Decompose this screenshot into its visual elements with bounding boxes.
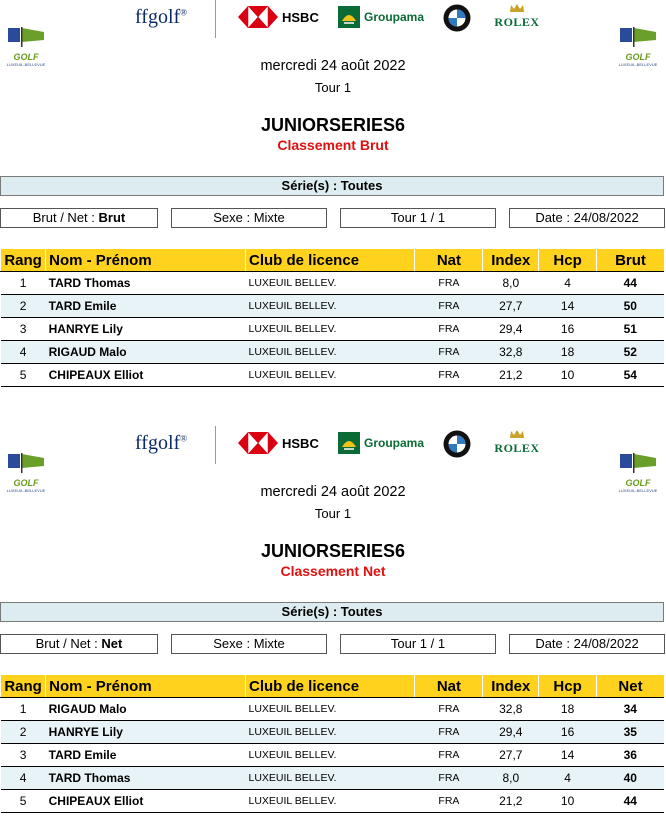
cell-col-nom-prenom: TARD Thomas bbox=[46, 272, 246, 295]
crown-icon bbox=[509, 3, 525, 13]
table-header-row bbox=[1, 249, 665, 272]
header-col-rang: Rang bbox=[1, 675, 46, 698]
groupama-logo: Groupama bbox=[338, 6, 424, 28]
cell-col-hcp: 10 bbox=[539, 790, 597, 813]
ffgolf-logo: ffgolf® bbox=[135, 6, 188, 28]
cell-col-nat: FRA bbox=[415, 272, 483, 295]
cell-col-nom-prenom: CHIPEAUX Elliot bbox=[46, 790, 246, 813]
competition-title: JUNIORSERIES6 bbox=[260, 115, 406, 135]
cell-col-score: 35 bbox=[597, 721, 665, 744]
golf-flag-icon bbox=[6, 452, 46, 474]
cell-col-hcp: 16 bbox=[539, 721, 597, 744]
header-col-nom-prenom: Nom - Prénom bbox=[46, 675, 246, 698]
cell-col-club: LUXEUIL BELLEV. bbox=[246, 341, 415, 364]
golf-flag-icon bbox=[618, 452, 658, 474]
competition-title: JUNIORSERIES6 bbox=[260, 541, 406, 561]
cell-col-nat: FRA bbox=[415, 744, 483, 767]
cell-col-hcp: 4 bbox=[539, 272, 597, 295]
header-col-club: Club de licence bbox=[246, 249, 415, 272]
cell-col-nom-prenom: RIGAUD Malo bbox=[46, 698, 246, 721]
cell-col-nom-prenom: HANRYE Lily bbox=[46, 721, 246, 744]
cell-col-hcp: 14 bbox=[539, 744, 597, 767]
cell-col-hcp: 16 bbox=[539, 318, 597, 341]
header-col-score: Net bbox=[597, 675, 665, 698]
cell-col-nat: FRA bbox=[415, 364, 483, 387]
header-col-index: Index bbox=[483, 249, 539, 272]
club-logo-text: GOLF bbox=[625, 478, 651, 488]
golf-flag-icon bbox=[6, 26, 46, 48]
cell-col-club: LUXEUIL BELLEV. bbox=[246, 744, 415, 767]
cell-col-rang: 5 bbox=[1, 364, 46, 387]
table-row bbox=[1, 698, 665, 721]
cell-col-club: LUXEUIL BELLEV. bbox=[246, 272, 415, 295]
results-section bbox=[0, 426, 666, 840]
table-row bbox=[1, 790, 665, 813]
cell-col-nat: FRA bbox=[415, 698, 483, 721]
ffgolf-logo: ffgolf® bbox=[135, 432, 188, 454]
header-col-club: Club de licence bbox=[246, 675, 415, 698]
cell-col-rang: 3 bbox=[1, 318, 46, 341]
bmw-logo bbox=[443, 4, 471, 37]
cell-col-rang: 1 bbox=[1, 698, 46, 721]
tour-filter: Tour 1 / 1 bbox=[340, 208, 496, 228]
cell-col-rang: 4 bbox=[1, 767, 46, 790]
cell-col-index: 29,4 bbox=[483, 318, 539, 341]
serie-bar: Série(s) : Toutes bbox=[0, 176, 664, 196]
cell-col-score: 34 bbox=[597, 698, 665, 721]
cell-col-rang: 1 bbox=[1, 272, 46, 295]
cell-col-nat: FRA bbox=[415, 767, 483, 790]
rolex-logo: ROLEX bbox=[494, 428, 540, 456]
cell-col-rang: 2 bbox=[1, 721, 46, 744]
cell-col-hcp: 18 bbox=[539, 341, 597, 364]
ranking-type: Classement Net bbox=[280, 563, 386, 579]
hsbc-hexagon-icon bbox=[238, 432, 278, 454]
cell-col-score: 36 bbox=[597, 744, 665, 767]
cell-col-club: LUXEUIL BELLEV. bbox=[246, 698, 415, 721]
sponsor-divider bbox=[215, 426, 216, 464]
cell-col-club: LUXEUIL BELLEV. bbox=[246, 364, 415, 387]
groupama-logo: Groupama bbox=[338, 432, 424, 454]
cell-col-index: 8,0 bbox=[483, 272, 539, 295]
cell-col-nom-prenom: CHIPEAUX Elliot bbox=[46, 364, 246, 387]
cell-col-hcp: 14 bbox=[539, 295, 597, 318]
round-label: Tour 1 bbox=[314, 80, 352, 95]
cell-col-nat: FRA bbox=[415, 341, 483, 364]
table-body bbox=[1, 698, 665, 813]
cell-col-nat: FRA bbox=[415, 721, 483, 744]
cell-col-score: 50 bbox=[597, 295, 665, 318]
hsbc-logo: HSBC bbox=[238, 432, 319, 454]
cell-col-club: LUXEUIL BELLEV. bbox=[246, 790, 415, 813]
club-logo-subtext: LUXEUIL-BELLEVUE bbox=[618, 62, 658, 67]
cell-col-nat: FRA bbox=[415, 790, 483, 813]
serie-bar: Série(s) : Toutes bbox=[0, 602, 664, 622]
cell-col-score: 51 bbox=[597, 318, 665, 341]
date-filter: Date : 24/08/2022 bbox=[509, 208, 665, 228]
cell-col-score: 40 bbox=[597, 767, 665, 790]
table-row bbox=[1, 318, 665, 341]
club-logo-subtext: LUXEUIL-BELLEVUE bbox=[6, 62, 46, 67]
header-col-index: Index bbox=[483, 675, 539, 698]
table-body bbox=[1, 272, 665, 387]
club-logo-text: GOLF bbox=[625, 52, 651, 62]
table-row bbox=[1, 295, 665, 318]
event-date: mercredi 24 août 2022 bbox=[260, 58, 406, 74]
brut-net-filter: Brut / Net : Brut bbox=[0, 208, 158, 228]
cell-col-rang: 5 bbox=[1, 790, 46, 813]
club-logo-subtext: LUXEUIL-BELLEVUE bbox=[6, 488, 46, 493]
cell-col-index: 32,8 bbox=[483, 341, 539, 364]
cell-col-index: 21,2 bbox=[483, 790, 539, 813]
cell-col-index: 21,2 bbox=[483, 364, 539, 387]
rolex-logo: ROLEX bbox=[494, 2, 540, 30]
cell-col-nom-prenom: TARD Emile bbox=[46, 744, 246, 767]
round-label: Tour 1 bbox=[314, 506, 352, 521]
cell-col-index: 27,7 bbox=[483, 295, 539, 318]
header-col-nat: Nat bbox=[415, 675, 483, 698]
golf-flag-icon bbox=[618, 26, 658, 48]
sexe-filter: Sexe : Mixte bbox=[171, 634, 327, 654]
table-row bbox=[1, 721, 665, 744]
cell-col-rang: 4 bbox=[1, 341, 46, 364]
bmw-roundel-icon bbox=[443, 430, 471, 458]
cell-col-club: LUXEUIL BELLEV. bbox=[246, 295, 415, 318]
cell-col-rang: 3 bbox=[1, 744, 46, 767]
cell-col-index: 27,7 bbox=[483, 744, 539, 767]
club-logo-subtext: LUXEUIL-BELLEVUE bbox=[618, 488, 658, 493]
header-col-nat: Nat bbox=[415, 249, 483, 272]
cell-col-score: 54 bbox=[597, 364, 665, 387]
table-row bbox=[1, 744, 665, 767]
table-row bbox=[1, 767, 665, 790]
table-header-row bbox=[1, 675, 665, 698]
cell-col-index: 32,8 bbox=[483, 698, 539, 721]
cell-col-club: LUXEUIL BELLEV. bbox=[246, 721, 415, 744]
table-row bbox=[1, 341, 665, 364]
bmw-logo bbox=[443, 430, 471, 463]
header-col-hcp: Hcp bbox=[539, 249, 597, 272]
cell-col-club: LUXEUIL BELLEV. bbox=[246, 767, 415, 790]
cell-col-index: 8,0 bbox=[483, 767, 539, 790]
cell-col-hcp: 10 bbox=[539, 364, 597, 387]
cell-col-rang: 2 bbox=[1, 295, 46, 318]
bmw-roundel-icon bbox=[443, 4, 471, 32]
date-filter: Date : 24/08/2022 bbox=[509, 634, 665, 654]
hsbc-hexagon-icon bbox=[238, 6, 278, 28]
header-col-hcp: Hcp bbox=[539, 675, 597, 698]
ranking-type: Classement Brut bbox=[277, 137, 389, 153]
cell-col-hcp: 4 bbox=[539, 767, 597, 790]
cell-col-hcp: 18 bbox=[539, 698, 597, 721]
cell-col-nom-prenom: TARD Emile bbox=[46, 295, 246, 318]
cell-col-nom-prenom: TARD Thomas bbox=[46, 767, 246, 790]
header-col-score: Brut bbox=[597, 249, 665, 272]
cell-col-nat: FRA bbox=[415, 295, 483, 318]
tour-filter: Tour 1 / 1 bbox=[340, 634, 496, 654]
header-col-nom-prenom: Nom - Prénom bbox=[46, 249, 246, 272]
brut-net-filter: Brut / Net : Net bbox=[0, 634, 158, 654]
cell-col-club: LUXEUIL BELLEV. bbox=[246, 318, 415, 341]
groupama-leaf-icon bbox=[338, 432, 360, 454]
cell-col-index: 29,4 bbox=[483, 721, 539, 744]
sexe-filter: Sexe : Mixte bbox=[171, 208, 327, 228]
sponsor-divider bbox=[215, 0, 216, 38]
cell-col-nom-prenom: RIGAUD Malo bbox=[46, 341, 246, 364]
hsbc-logo: HSBC bbox=[238, 6, 319, 28]
event-date: mercredi 24 août 2022 bbox=[260, 484, 406, 500]
results-section bbox=[0, 0, 666, 414]
results-table bbox=[0, 249, 664, 387]
header-col-rang: Rang bbox=[1, 249, 46, 272]
table-row bbox=[1, 364, 665, 387]
table-row bbox=[1, 272, 665, 295]
cell-col-score: 52 bbox=[597, 341, 665, 364]
crown-icon bbox=[509, 429, 525, 439]
club-logo-text: GOLF bbox=[13, 478, 39, 488]
cell-col-nom-prenom: HANRYE Lily bbox=[46, 318, 246, 341]
cell-col-score: 44 bbox=[597, 790, 665, 813]
groupama-leaf-icon bbox=[338, 6, 360, 28]
cell-col-score: 44 bbox=[597, 272, 665, 295]
cell-col-nat: FRA bbox=[415, 318, 483, 341]
club-logo-text: GOLF bbox=[13, 52, 39, 62]
results-table bbox=[0, 675, 664, 813]
